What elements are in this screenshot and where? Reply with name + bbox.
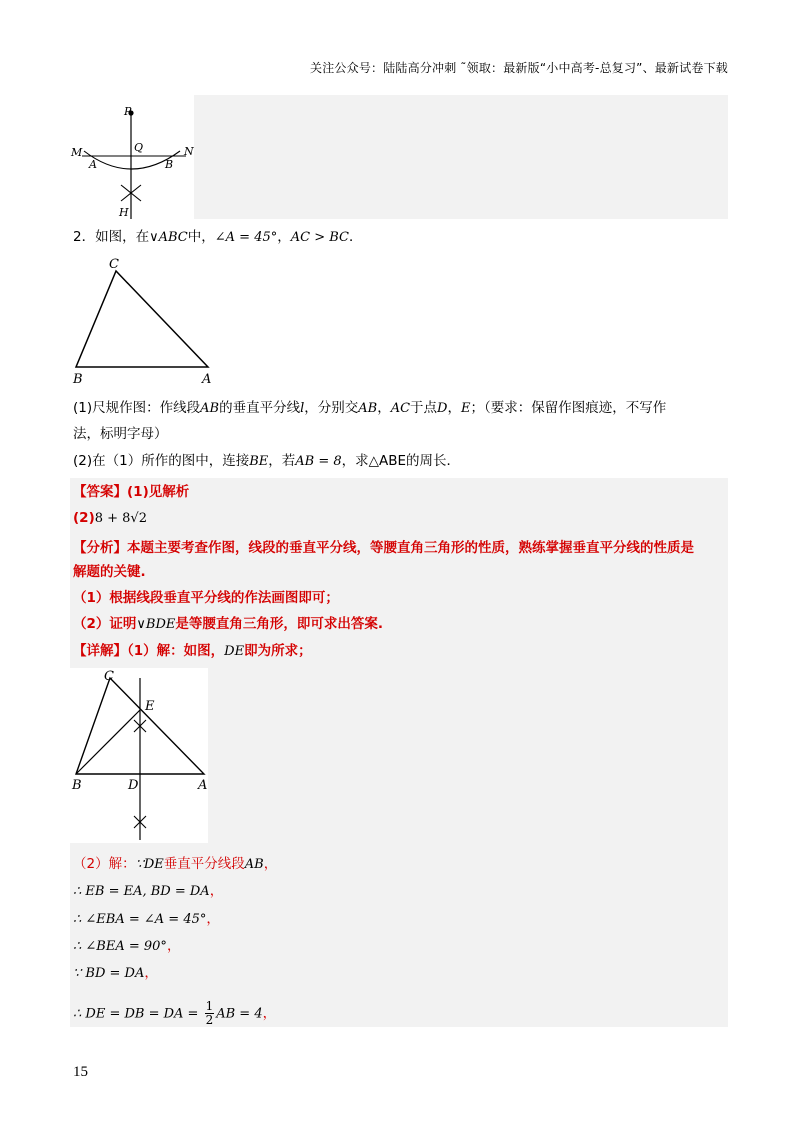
label-d: D bbox=[128, 778, 139, 793]
analysis-line-2: 解题的关键. bbox=[73, 564, 146, 580]
solution-line-5: ∵ BD = DA， bbox=[73, 965, 158, 981]
label-a: A bbox=[202, 372, 212, 387]
solution-line-3: ∴ ∠EBA = ∠A = 45°， bbox=[73, 911, 220, 927]
question-2-stem: 2．如图，在∨ABC中，∠A = 45°，AC > BC． bbox=[73, 229, 363, 245]
label-b: B bbox=[73, 372, 83, 387]
page-number: 15 bbox=[73, 1064, 88, 1080]
figure-3-bisector bbox=[68, 668, 208, 843]
solution-line-6: ∴ DE = DB = DA = $\frac{1}{2}$ AB = 4， bbox=[73, 999, 277, 1027]
solution-line-1: （2）解：∵DE垂直平分线段AB， bbox=[73, 856, 278, 872]
label-m: M bbox=[71, 146, 83, 159]
label-c: C bbox=[109, 257, 119, 272]
question-part-1: (1)尺规作图：作线段AB的垂直平分线l，分别交AB，AC于点D，E；（要求：保留作图痕迹，不写作 bbox=[73, 400, 667, 416]
answer-line-1: 【答案】(1)见解析 bbox=[73, 484, 190, 500]
label-q: Q bbox=[134, 141, 144, 154]
detail-line: 【详解】（1）解：如图，DE即为所求； bbox=[73, 643, 312, 659]
label-a: A bbox=[89, 158, 97, 171]
label-c: C bbox=[104, 669, 114, 684]
label-n: N bbox=[184, 145, 194, 158]
label-b: B bbox=[72, 778, 82, 793]
label-e: E bbox=[145, 699, 155, 714]
figure-1-construction bbox=[68, 95, 194, 219]
page-header: 关注公众号：陆陆高分冲刺 ˜领取：最新版“小中高考-总复习”、最新试卷下载 bbox=[310, 61, 728, 75]
label-p: P bbox=[124, 105, 132, 118]
analysis-step-2: （2）证明∨BDE是等腰直角三角形，即可求出答案. bbox=[73, 616, 384, 632]
label-h: H bbox=[119, 206, 129, 219]
question-part-2: (2)在（1）所作的图中，连接BE，若AB = 8，求△ABE的周长． bbox=[73, 453, 461, 469]
label-b: B bbox=[165, 158, 174, 171]
analysis-line-1: 【分析】本题主要考查作图，线段的垂直平分线，等腰直角三角形的性质，熟练掌握垂直平分线的性质是 bbox=[73, 540, 694, 556]
answer-line-2: (2)8 + 8√2 bbox=[73, 510, 147, 526]
figure-1-panel bbox=[193, 95, 728, 219]
analysis-step-1: （1）根据线段垂直平分线的作法画图即可； bbox=[73, 590, 339, 606]
question-part-1-line-2: 法，标明字母） bbox=[73, 426, 168, 442]
label-a: A bbox=[198, 778, 208, 793]
solution-line-2: ∴ EB = EA, BD = DA， bbox=[73, 883, 224, 899]
solution-line-4: ∴ ∠BEA = 90°， bbox=[73, 938, 181, 954]
figure-2-triangle bbox=[68, 252, 228, 388]
